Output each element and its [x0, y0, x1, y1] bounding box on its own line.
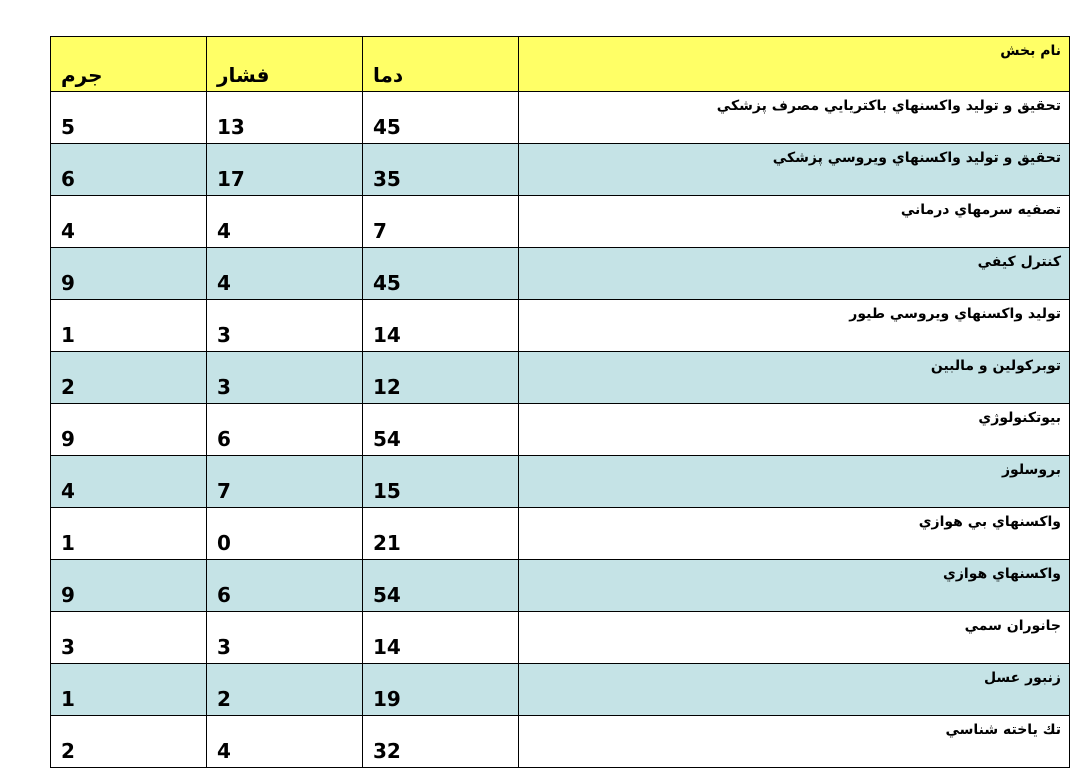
cell-volume: 3 — [51, 612, 207, 664]
cell-name: توبركولين و مالبين — [519, 352, 1070, 404]
cell-temp: 54 — [363, 560, 519, 612]
table-row — [51, 196, 1070, 248]
header-name: نام بخش — [519, 37, 1070, 92]
cell-name: توليد واكسنهاي ويروسي طيور — [519, 300, 1070, 352]
table-row — [51, 664, 1070, 716]
table-body — [51, 92, 1070, 768]
cell-volume: 9 — [51, 404, 207, 456]
cell-name: واكسنهاي بي هوازي — [519, 508, 1070, 560]
cell-pressure: 6 — [207, 404, 363, 456]
table-row — [51, 352, 1070, 404]
cell-name: بيوتكنولوژي — [519, 404, 1070, 456]
table-row — [51, 560, 1070, 612]
table-row — [51, 92, 1070, 144]
cell-temp: 14 — [363, 300, 519, 352]
header-temp: دما — [363, 37, 519, 92]
cell-temp: 21 — [363, 508, 519, 560]
cell-volume: 1 — [51, 300, 207, 352]
cell-temp: 54 — [363, 404, 519, 456]
table-row — [51, 716, 1070, 768]
cell-temp: 14 — [363, 612, 519, 664]
cell-pressure: 13 — [207, 92, 363, 144]
cell-name: بروسلوز — [519, 456, 1070, 508]
cell-volume: 4 — [51, 196, 207, 248]
cell-volume: 6 — [51, 144, 207, 196]
cell-pressure: 7 — [207, 456, 363, 508]
table-row — [51, 248, 1070, 300]
header-pressure: فشار — [207, 37, 363, 92]
cell-volume: 9 — [51, 248, 207, 300]
cell-pressure: 3 — [207, 352, 363, 404]
cell-pressure: 4 — [207, 196, 363, 248]
cell-name: تحقيق و توليد واكسنهاي باكتريايي مصرف پزشكي — [519, 92, 1070, 144]
cell-pressure: 2 — [207, 664, 363, 716]
table-row — [51, 612, 1070, 664]
cell-pressure: 3 — [207, 300, 363, 352]
cell-temp: 35 — [363, 144, 519, 196]
cell-temp: 12 — [363, 352, 519, 404]
cell-name: جانوران سمي — [519, 612, 1070, 664]
header-volume: جرم — [51, 37, 207, 92]
cell-temp: 15 — [363, 456, 519, 508]
cell-volume: 5 — [51, 92, 207, 144]
cell-name: واكسنهاي هوازي — [519, 560, 1070, 612]
cell-pressure: 0 — [207, 508, 363, 560]
cell-pressure: 3 — [207, 612, 363, 664]
cell-temp: 45 — [363, 248, 519, 300]
table-row — [51, 456, 1070, 508]
cell-name: زنبور عسل — [519, 664, 1070, 716]
cell-volume: 2 — [51, 716, 207, 768]
cell-volume: 2 — [51, 352, 207, 404]
cell-pressure: 6 — [207, 560, 363, 612]
data-table — [50, 36, 1070, 768]
cell-pressure: 4 — [207, 716, 363, 768]
table-row — [51, 144, 1070, 196]
cell-volume: 9 — [51, 560, 207, 612]
cell-volume: 1 — [51, 508, 207, 560]
cell-name: تصفيه سرمهاي درماني — [519, 196, 1070, 248]
cell-temp: 19 — [363, 664, 519, 716]
cell-temp: 45 — [363, 92, 519, 144]
cell-pressure: 17 — [207, 144, 363, 196]
cell-name: كنترل كيفي — [519, 248, 1070, 300]
cell-name: تحقيق و توليد واكسنهاي ويروسي پزشكي — [519, 144, 1070, 196]
cell-volume: 4 — [51, 456, 207, 508]
table-row — [51, 508, 1070, 560]
cell-temp: 32 — [363, 716, 519, 768]
header-row — [51, 37, 1070, 92]
cell-name: تك ياخته شناسي — [519, 716, 1070, 768]
table-row — [51, 300, 1070, 352]
cell-volume: 1 — [51, 664, 207, 716]
cell-pressure: 4 — [207, 248, 363, 300]
cell-temp: 7 — [363, 196, 519, 248]
table-row — [51, 404, 1070, 456]
